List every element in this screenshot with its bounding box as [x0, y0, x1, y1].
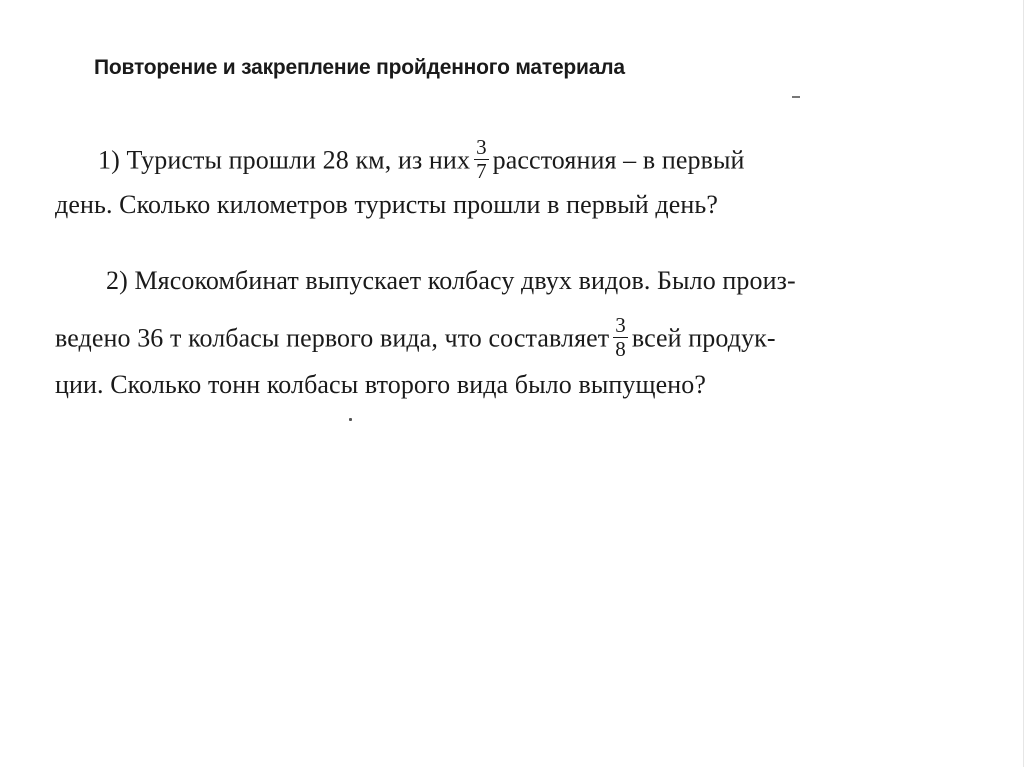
fraction-denominator: 8 [615, 337, 626, 361]
problem-2-line-2 [55, 313, 776, 363]
section-heading: Повторение и закрепление пройденного материала [94, 56, 625, 79]
problem-1-line-1 [98, 135, 745, 185]
problem-1-text-end: расстояния – в первый [492, 145, 745, 175]
scan-speck [792, 96, 800, 98]
fraction-numerator: 3 [615, 313, 626, 337]
problem-1-line-2: день. Сколько километров туристы прошли в первый день? [55, 190, 718, 219]
scan-speck [349, 418, 352, 421]
problem-2-text-end: всей продук- [631, 323, 776, 353]
fraction-numerator: 3 [476, 135, 487, 159]
problem-1-fraction [474, 137, 489, 182]
problem-2-fraction [613, 315, 628, 360]
problem-2-line-1: 2) Мясокомбинат выпускает колбасу двух видов. Было произ- [106, 266, 796, 295]
problem-1-text-start: 1) Туристы прошли 28 км, из них [98, 145, 471, 175]
problem-2-line-3: ции. Сколько тонн колбасы второго вида было выпущено? [55, 370, 707, 399]
fraction-denominator: 7 [476, 159, 487, 183]
problem-2-text-start: ведено 36 т колбасы первого вида, что составляет [55, 323, 610, 353]
